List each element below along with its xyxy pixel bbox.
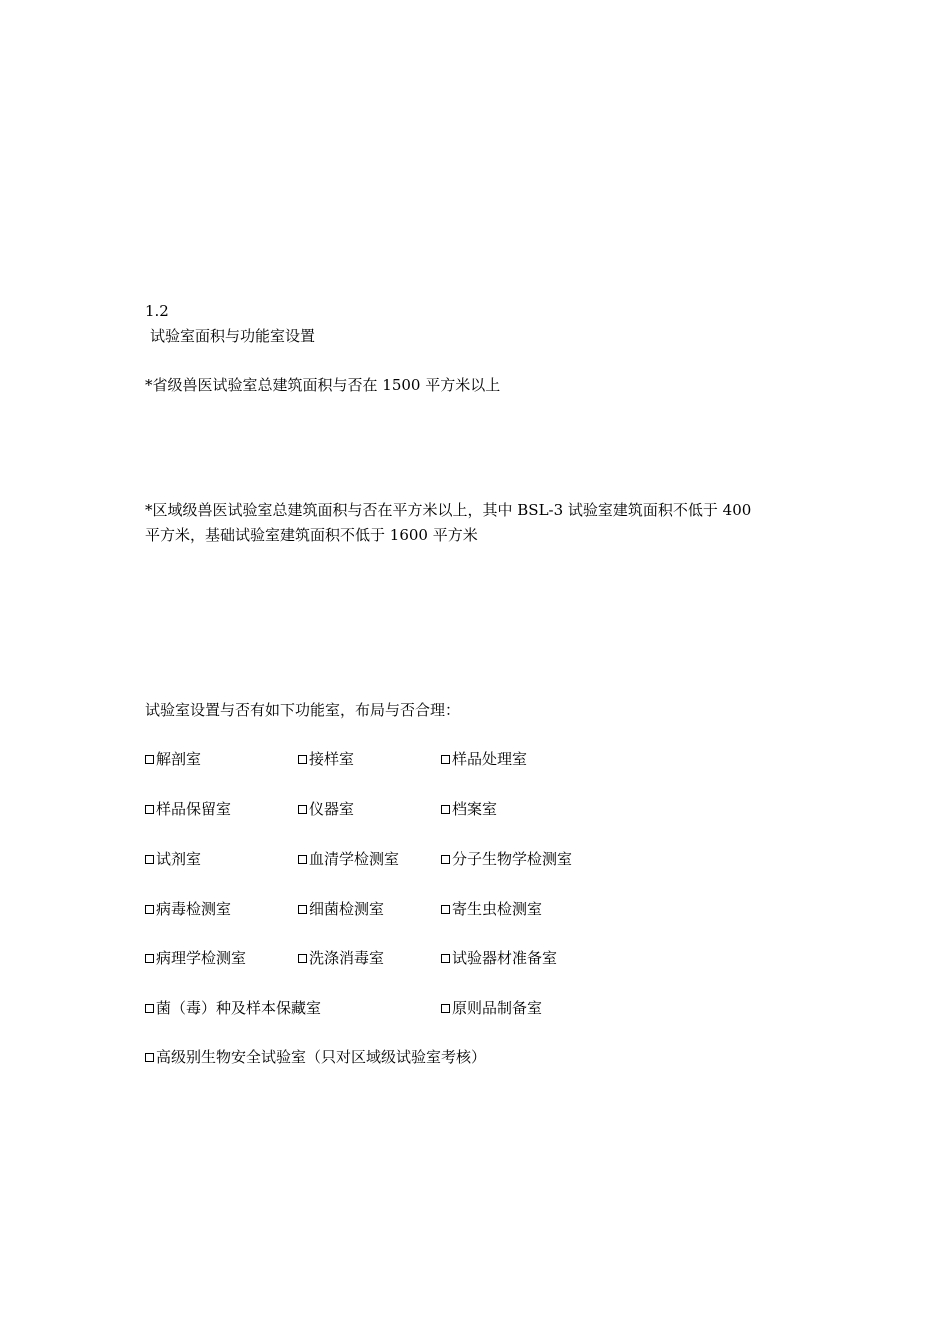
room-label: 接样室 <box>309 750 355 768</box>
rooms-row <box>0 1001 950 1019</box>
section-number: 1.2 <box>145 302 169 320</box>
checkbox-icon[interactable] <box>145 954 154 963</box>
room-checkbox-item[interactable] <box>298 951 384 966</box>
checkbox-icon[interactable] <box>441 805 450 814</box>
room-checkbox-item[interactable] <box>145 752 201 767</box>
room-label: 寄生虫检测室 <box>452 900 543 918</box>
criterion-regional-line1: *区域级兽医试验室总建筑面积与否在平方米以上，其中 BSL-3 试验室建筑面积不低于 400 <box>145 501 752 519</box>
room-checkbox-item[interactable] <box>441 1001 542 1016</box>
room-checkbox-item[interactable] <box>145 1001 321 1016</box>
rooms-row <box>0 752 950 770</box>
room-checkbox-item[interactable] <box>145 902 231 917</box>
room-label: 档案室 <box>452 800 498 818</box>
room-label: 试剂室 <box>156 850 202 868</box>
room-checkbox-item[interactable] <box>441 951 557 966</box>
checkbox-icon[interactable] <box>441 755 450 764</box>
room-label: 解剖室 <box>156 750 202 768</box>
room-checkbox-item[interactable] <box>441 852 572 867</box>
rooms-question: 试验室设置与否有如下功能室，布局与否合理： <box>145 701 461 719</box>
checkbox-icon[interactable] <box>145 1053 154 1062</box>
checkbox-icon[interactable] <box>145 1004 154 1013</box>
room-label: 病毒检测室 <box>156 900 232 918</box>
rooms-row <box>0 852 950 870</box>
room-label: 原则品制备室 <box>452 999 543 1017</box>
room-checkbox-item[interactable] <box>441 902 542 917</box>
checkbox-icon[interactable] <box>441 954 450 963</box>
section-title: 试验室面积与功能室设置 <box>150 327 316 345</box>
room-checkbox-item[interactable] <box>298 802 354 817</box>
checkbox-icon[interactable] <box>145 905 154 914</box>
room-label: 仪器室 <box>309 800 355 818</box>
checkbox-icon[interactable] <box>298 755 307 764</box>
room-checkbox-item[interactable] <box>145 802 231 817</box>
checkbox-icon[interactable] <box>441 855 450 864</box>
room-checkbox-item[interactable] <box>145 1050 486 1065</box>
checkbox-icon[interactable] <box>298 855 307 864</box>
room-checkbox-item[interactable] <box>441 752 527 767</box>
room-checkbox-item[interactable] <box>145 951 246 966</box>
room-label: 菌（毒）种及样本保藏室 <box>156 999 322 1017</box>
checkbox-icon[interactable] <box>441 905 450 914</box>
room-label: 样品保留室 <box>156 800 232 818</box>
room-label: 细菌检测室 <box>309 900 385 918</box>
criterion-provincial: *省级兽医试验室总建筑面积与否在 1500 平方米以上 <box>145 376 501 394</box>
room-checkbox-item[interactable] <box>298 752 354 767</box>
checkbox-icon[interactable] <box>298 905 307 914</box>
room-label: 病理学检测室 <box>156 949 247 967</box>
checkbox-icon[interactable] <box>298 805 307 814</box>
checkbox-icon[interactable] <box>298 954 307 963</box>
room-label: 样品处理室 <box>452 750 528 768</box>
room-label: 分子生物学检测室 <box>452 850 573 868</box>
room-checkbox-item[interactable] <box>145 852 201 867</box>
rooms-row <box>0 951 950 969</box>
checkbox-icon[interactable] <box>145 855 154 864</box>
checkbox-icon[interactable] <box>441 1004 450 1013</box>
checkbox-icon[interactable] <box>145 805 154 814</box>
rooms-row <box>0 1050 950 1068</box>
criterion-regional-line2: 平方米，基础试验室建筑面积不低于 1600 平方米 <box>145 526 478 544</box>
rooms-row <box>0 802 950 820</box>
room-label: 试验器材准备室 <box>452 949 558 967</box>
room-checkbox-item[interactable] <box>298 852 399 867</box>
room-checkbox-item[interactable] <box>298 902 384 917</box>
room-checkbox-item[interactable] <box>441 802 497 817</box>
rooms-row <box>0 902 950 920</box>
room-label: 高级别生物安全试验室（只对区域级试验室考核） <box>156 1048 487 1066</box>
checkbox-icon[interactable] <box>145 755 154 764</box>
room-label: 血清学检测室 <box>309 850 400 868</box>
room-label: 洗涤消毒室 <box>309 949 385 967</box>
